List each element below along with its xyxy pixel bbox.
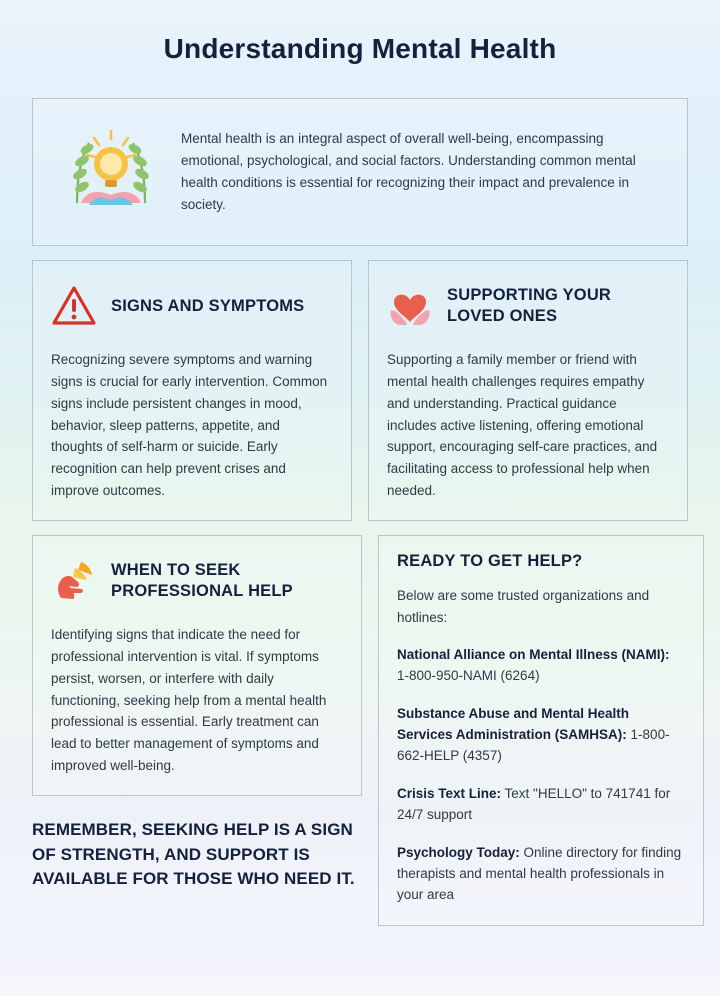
right-column xyxy=(378,535,704,926)
hands-holding-heart-icon xyxy=(387,283,433,329)
panel-body: Supporting a family member or friend with mental health challenges requires empathy and understanding. Practical guidance includes active listening, offering emotional support, encouraging self-care practices, and facilitating access to professional help when needed. xyxy=(387,352,658,499)
intro-text: Mental health is an integral aspect of overall well-being, encompassing emotional, psychological, and social factors. Understanding common mental health conditions is essential for recognizing their impact and prevalence in society. xyxy=(181,131,636,212)
title-band xyxy=(32,0,688,98)
lower-row xyxy=(32,535,688,926)
left-column xyxy=(32,535,362,892)
panel-when-to-seek-help xyxy=(32,535,362,796)
resource-name: Psychology Today: xyxy=(397,844,520,860)
resource-item xyxy=(397,843,685,906)
panel-body: Recognizing severe symptoms and warning signs is crucial for early intervention. Common signs include persistent changes in mood, behavior, sleep patterns, appetite, and thoughts of self-harm or suicide. Early recognition can help prevent crises and improve outcomes. xyxy=(51,352,328,499)
panels-row xyxy=(32,260,688,521)
panel-supporting-loved-ones xyxy=(368,260,688,521)
resource-item xyxy=(397,704,685,767)
resource-name: National Alliance on Mental Illness (NAMI): xyxy=(397,647,670,663)
panel-header xyxy=(387,277,669,335)
footer-note: REMEMBER, SEEKING HELP IS A SIGN OF STRENGTH, AND SUPPORT IS AVAILABLE FOR THOSE WHO NEED IT. xyxy=(32,820,355,889)
panel-body: Identifying signs that indicate the need for professional intervention is vital. If symptoms persist, worsen, or interfere with daily functioning, seeking help from a mental health professional is essential. Early treatment can lead to better management of symptoms and improved well-being. xyxy=(51,627,327,774)
resource-detail: 1-800-950-NAMI (6264) xyxy=(397,668,540,684)
page-title: Understanding Mental Health xyxy=(163,33,557,64)
panel-header xyxy=(51,552,343,610)
panel-title: WHEN TO SEEK PROFESSIONAL HELP xyxy=(111,561,293,601)
resource-detail: Online directory for finding therapists and mental health professionals in your area xyxy=(397,844,682,902)
resource-detail: 1-800-662-HELP (4357) xyxy=(397,726,670,763)
warning-triangle-icon xyxy=(51,283,97,329)
lightbulb-in-hands-icon xyxy=(51,117,171,227)
resource-item xyxy=(397,645,685,687)
help-title: READY TO GET HELP? xyxy=(397,552,583,571)
panel-title: SUPPORTING YOUR LOVED ONES xyxy=(447,286,612,325)
resource-detail: Text "HELLO" to 741741 for 24/7 support xyxy=(397,785,671,822)
resource-name: Substance Abuse and Mental Health Services Administration (SAMHSA): xyxy=(397,706,630,742)
panel-signs-and-symptoms xyxy=(32,260,352,521)
intro-card xyxy=(32,98,688,246)
help-intro: Below are some trusted organizations and hotlines: xyxy=(397,588,650,625)
panel-title: SIGNS AND SYMPTOMS xyxy=(111,296,305,315)
panel-ready-to-get-help xyxy=(378,535,704,926)
resource-item xyxy=(397,784,685,826)
helping-hand-icon xyxy=(51,558,97,604)
panel-header xyxy=(51,277,333,335)
resource-name: Crisis Text Line: xyxy=(397,785,502,801)
